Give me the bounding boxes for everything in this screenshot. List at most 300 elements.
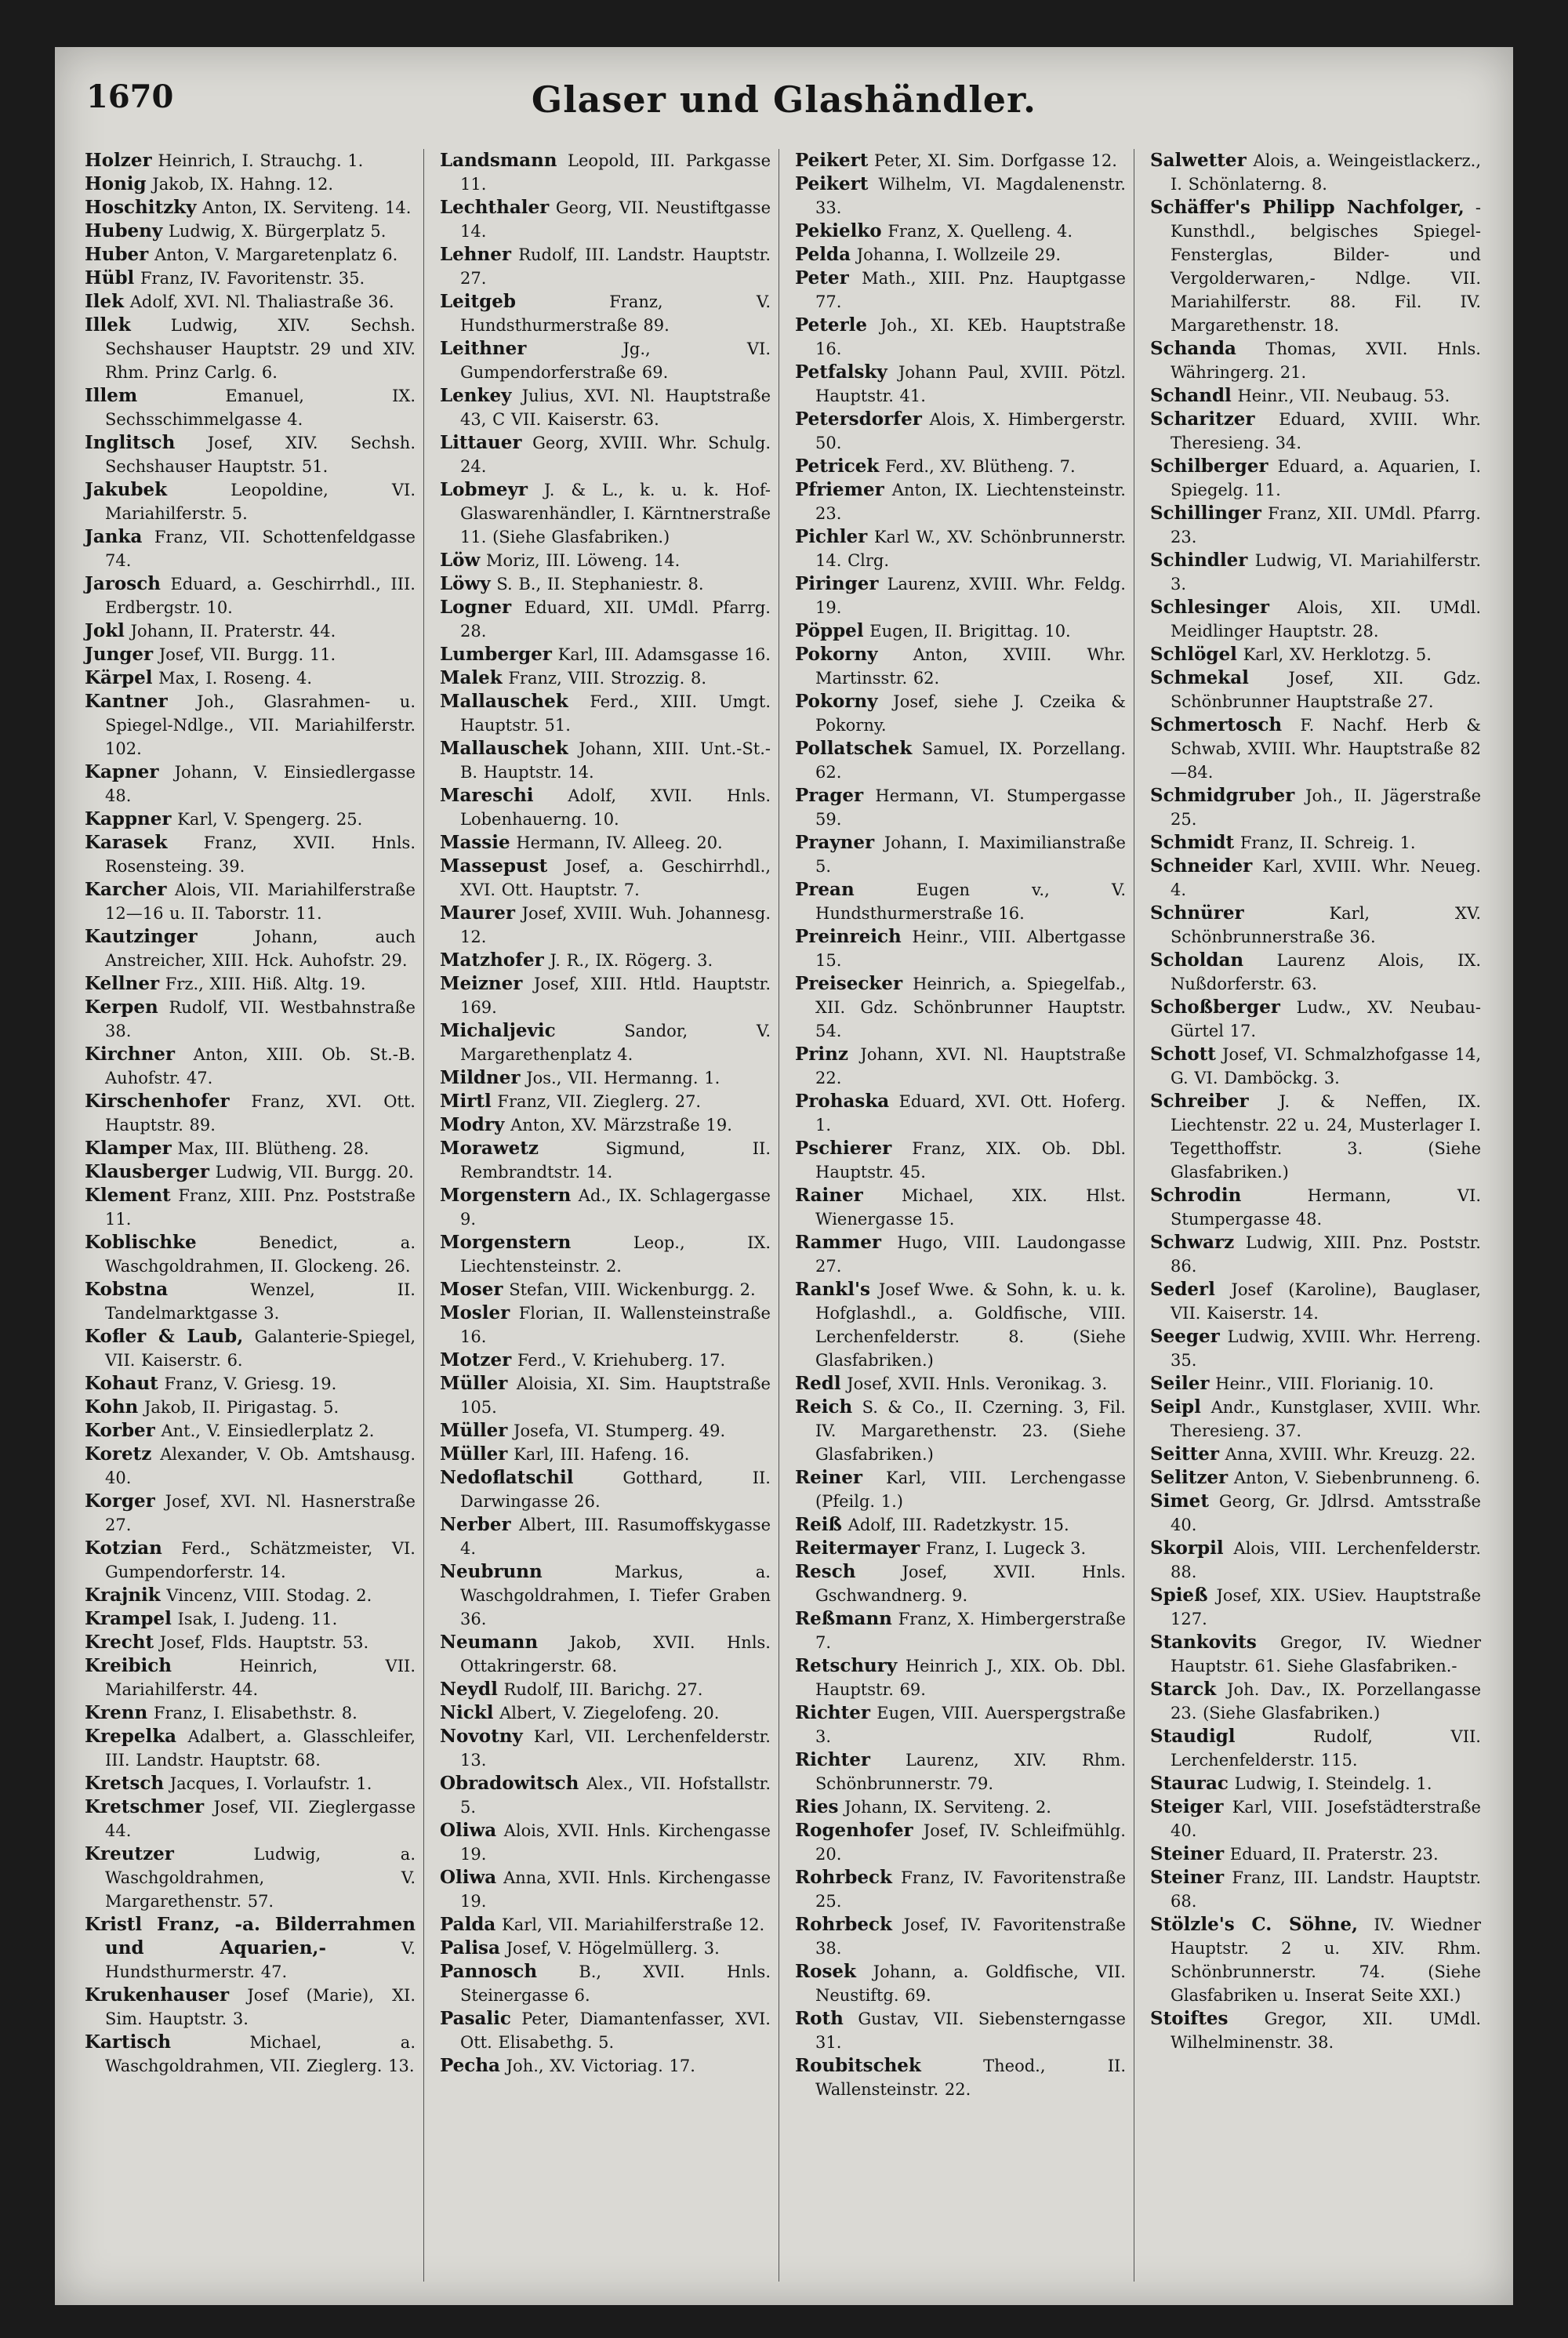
directory-entry [789, 1748, 1134, 1795]
directory-entry [434, 596, 779, 643]
entry-address: Moriz, III. Löweng. 14. [486, 551, 681, 570]
entry-name: Oliwa [440, 1867, 497, 1888]
directory-entry [434, 1443, 779, 1466]
entry-address: Alois, XII. UMdl. Meidlinger Hauptstr. 28. [1171, 598, 1481, 641]
entry-address: S. B., II. Stephaniestr. 8. [496, 575, 704, 594]
entry-address: Peter, XI. Sim. Dorfgasse 12. [874, 151, 1117, 170]
entry-address: Laurenz Alois, IX. Nußdorferstr. 63. [1171, 951, 1481, 993]
directory-entry [434, 2007, 779, 2054]
entry-address: Franz, IV. Favoritenstraße 25. [815, 1868, 1126, 1911]
entry-name: Kerpen [85, 997, 158, 1018]
directory-entry [78, 478, 423, 525]
entry-name: Rammer [795, 1232, 881, 1253]
directory-entry [434, 196, 779, 243]
entry-address: Karl, XV. Herklotzg. 5. [1243, 645, 1432, 664]
entry-name: Prinz [795, 1044, 848, 1065]
entry-name: Reßmann [795, 1608, 892, 1629]
entry-name: Selitzer [1150, 1467, 1229, 1488]
entry-address: Leopold, III. Parkgasse 11. [460, 151, 771, 194]
entry-name: Lumberger [440, 644, 552, 665]
entry-address: Rudolf, VII. Westbahnstraße 38. [105, 998, 416, 1040]
entry-address: Karl, VII. Mariahilferstraße 12. [502, 1915, 765, 1934]
entry-name: Klausberger [85, 1161, 209, 1182]
directory-entry [789, 643, 1134, 690]
entry-address: Josef, VII. Zieglergasse 44. [105, 1798, 416, 1840]
entry-name: Reiß [795, 1514, 842, 1535]
directory-entry [78, 1607, 423, 1631]
directory-entry [1144, 1372, 1489, 1396]
entry-name: Landsmann [440, 150, 557, 171]
entry-name: Neumann [440, 1632, 539, 1653]
entry-name: Schneider [1150, 855, 1253, 877]
entry-address: Eduard, XVIII. Whr. Theresieng. 34. [1171, 410, 1481, 452]
entry-name: Pichler [795, 526, 868, 547]
entry-name: Ries [795, 1796, 839, 1817]
directory-entry [789, 831, 1134, 878]
directory-entry [789, 1231, 1134, 1278]
entry-address: Johanna, I. Wollzeile 29. [856, 245, 1062, 264]
entry-address: Franz, XVI. Ott. Hauptstr. 89. [105, 1092, 416, 1135]
directory-entry [78, 290, 423, 314]
entry-name: Pannosch [440, 1961, 538, 1982]
entry-name: Hoschitzky [85, 197, 197, 218]
entry-name: Lechthaler [440, 197, 550, 218]
directory-entry [1144, 502, 1489, 549]
entry-address: Eugen, VIII. Auerspergstraße 3. [815, 1704, 1126, 1746]
entry-name: Lobmeyr [440, 479, 528, 500]
entry-name: Krecht [85, 1632, 154, 1653]
directory-entry [789, 1396, 1134, 1466]
entry-address: Franz, XIII. Pnz. Poststraße 11. [105, 1186, 416, 1229]
entry-address: Markus, a. Waschgoldrahmen, I. Tiefer Graben 36. [460, 1563, 771, 1628]
directory-entry [1144, 196, 1489, 337]
directory-entry [434, 1184, 779, 1231]
entry-address: Alexander, V. Ob. Amtshausg. 40. [105, 1445, 416, 1487]
entry-name: Kristl Franz, -a. Bilderrahmen und Aquarien,- [85, 1914, 416, 1959]
directory-entry [434, 1960, 779, 2007]
directory-columns [78, 149, 1497, 2282]
directory-entry [78, 431, 423, 478]
directory-entry [789, 784, 1134, 831]
directory-entry [78, 1490, 423, 1537]
entry-name: Leithner [440, 338, 527, 359]
entry-address: Ferd., V. Kriehuberg. 17. [517, 1351, 726, 1370]
entry-name: Kirchner [85, 1044, 176, 1065]
directory-entry [78, 972, 423, 996]
entry-address: Josef, XVII. Hnls. Gschwandnerg. 9. [815, 1563, 1126, 1605]
entry-name: Schlögel [1150, 644, 1237, 665]
directory-entry [434, 1278, 779, 1302]
directory-entry [434, 1772, 779, 1819]
directory-entry [78, 1584, 423, 1607]
entry-address: Rudolf, VII. Lerchenfelderstr. 115. [1171, 1727, 1481, 1770]
entry-address: Ludwig, XIII. Pnz. Poststr. 86. [1171, 1233, 1481, 1276]
entry-name: Morgenstern [440, 1185, 572, 1206]
entry-address: Adalbert, a. Glasschleifer, III. Landstr. Hauptstr. 68. [105, 1727, 416, 1770]
directory-entry [434, 784, 779, 831]
directory-entry [789, 455, 1134, 478]
entry-address: Thomas, XVII. Hnls. Währingerg. 21. [1171, 339, 1481, 382]
entry-address: Alois, VII. Mariahilferstraße 12—16 u. II. Taborstr. 11. [105, 880, 416, 923]
entry-name: Pöppel [795, 620, 864, 641]
entry-name: Obradowitsch [440, 1773, 579, 1794]
directory-entry [1144, 855, 1489, 902]
entry-name: Korber [85, 1420, 155, 1441]
entry-name: Retschury [795, 1655, 898, 1676]
entry-name: Stoiftes [1150, 2008, 1229, 2029]
entry-address: Gregor, IV. Wiedner Hauptstr. 61. Siehe Glasfabriken.- [1171, 1633, 1481, 1675]
entry-name: Massie [440, 832, 510, 853]
directory-entry [78, 1137, 423, 1160]
entry-name: Scharitzer [1150, 408, 1255, 430]
entry-name: Stölzle's C. Söhne, [1150, 1914, 1359, 1935]
entry-name: Logner [440, 597, 512, 618]
entry-address: Jacques, I. Vorlaufstr. 1. [169, 1774, 372, 1793]
entry-name: Jakubek [85, 479, 168, 500]
entry-name: Junger [85, 644, 154, 665]
entry-address: Jakob, XVII. Hnls. Ottakringerstr. 68. [460, 1633, 771, 1675]
directory-entry [78, 243, 423, 267]
directory-entry [434, 1113, 779, 1137]
page-header [55, 78, 1513, 141]
directory-entry [1144, 1795, 1489, 1842]
entry-address: Theod., II. Wallensteinstr. 22. [815, 2057, 1126, 2099]
directory-entry [434, 831, 779, 855]
directory-entry [434, 1560, 779, 1631]
entry-name: Roth [795, 2008, 844, 2029]
entry-name: Krajnik [85, 1585, 161, 1606]
entry-address: Wilhelm, VI. Magdalenenstr. 33. [815, 175, 1126, 217]
directory-entry [434, 1937, 779, 1960]
entry-address: Laurenz, XVIII. Whr. Feldg. 19. [815, 575, 1126, 617]
entry-address: Heinrich, a. Spiegelfab., XII. Gdz. Schönbrunner Hauptstr. 54. [815, 975, 1126, 1040]
entry-address: Franz, I. Lugeck 3. [925, 1539, 1087, 1558]
entry-name: Schillinger [1150, 503, 1261, 524]
entry-name: Neydl [440, 1679, 498, 1700]
entry-address: Karl W., XV. Schönbrunnerstr. 14. Clrg. [815, 528, 1126, 570]
entry-name: Kellner [85, 973, 160, 994]
entry-address: Vincenz, VIII. Stodag. 2. [166, 1586, 372, 1605]
entry-address: Johann, IX. Serviteng. 2. [844, 1798, 1051, 1817]
directory-entry [1144, 784, 1489, 831]
entry-address: Adolf, XVII. Hnls. Lobenhauerng. 10. [460, 786, 771, 829]
entry-address: Jakob, IX. Hahng. 12. [152, 175, 334, 194]
entry-address: Karl, III. Hafeng. 16. [514, 1445, 690, 1464]
entry-name: Steiger [1150, 1796, 1224, 1817]
entry-name: Staurac [1150, 1773, 1229, 1794]
directory-entry [78, 384, 423, 431]
directory-entry [78, 690, 423, 761]
entry-address: Ludwig, X. Bürgerplatz 5. [168, 222, 387, 241]
entry-address: Josef (Karoline), Bauglaser, VII. Kaiserstr. 14. [1171, 1280, 1481, 1323]
directory-entry [1144, 149, 1489, 196]
entry-address: Josef, XVIII. Wuh. Johannesg. 12. [460, 904, 771, 946]
entry-name: Kotzian [85, 1537, 162, 1559]
entry-name: Löwy [440, 573, 491, 594]
entry-name: Schlesinger [1150, 597, 1269, 618]
column-3 [789, 149, 1134, 2282]
entry-address: Leop., IX. Liechtensteinstr. 2. [460, 1233, 771, 1276]
entry-name: Rainer [795, 1185, 863, 1206]
directory-entry [434, 290, 779, 337]
entry-address: Heinrich J., XIX. Ob. Dbl. Hauptstr. 69. [815, 1657, 1126, 1699]
entry-name: Mildner [440, 1067, 521, 1088]
entry-address: Josefa, VI. Stumperg. 49. [514, 1421, 726, 1440]
entry-address: Eugen v., V. Hundsthurmerstraße 16. [815, 880, 1126, 923]
entry-name: Maurer [440, 902, 515, 924]
directory-entry [1144, 1466, 1489, 1490]
directory-entry [78, 1984, 423, 2031]
directory-entry [789, 220, 1134, 243]
directory-entry [78, 525, 423, 572]
entry-name: Peikert [795, 150, 869, 171]
entry-name: Pecha [440, 2055, 500, 2076]
directory-entry [1144, 1043, 1489, 1090]
entry-name: Morawetz [440, 1138, 539, 1159]
entry-name: Seipl [1150, 1396, 1201, 1418]
entry-address: Josef, IV. Favoritenstraße 38. [815, 1915, 1126, 1958]
directory-entry [1144, 1325, 1489, 1372]
entry-address: Franz, XII. UMdl. Pfarrg. 23. [1171, 504, 1481, 546]
entry-address: Anton, V. Margaretenplatz 6. [154, 245, 398, 264]
entry-name: Prayner [795, 832, 875, 853]
directory-entry [789, 1184, 1134, 1231]
directory-entry [1144, 643, 1489, 666]
directory-entry [434, 972, 779, 1019]
entry-name: Hübl [85, 267, 135, 289]
entry-address: Max, I. Roseng. 4. [158, 669, 313, 688]
entry-address: Emanuel, IX. Sechsschimmelgasse 4. [105, 387, 416, 429]
entry-name: Schandl [1150, 385, 1232, 406]
entry-name: Seeger [1150, 1326, 1220, 1347]
entry-name: Reiner [795, 1467, 862, 1488]
directory-entry [78, 1443, 423, 1490]
entry-name: Lehner [440, 244, 512, 265]
entry-name: Richter [795, 1702, 870, 1723]
entry-address: Adolf, XVI. Nl. Thaliastraße 36. [129, 292, 394, 311]
entry-name: Kappner [85, 808, 172, 830]
entry-name: Petersdorfer [795, 408, 922, 430]
entry-name: Schott [1150, 1044, 1216, 1065]
directory-entry [434, 549, 779, 572]
directory-entry [1144, 1396, 1489, 1443]
entry-name: Preinreich [795, 926, 902, 947]
entry-name: Karcher [85, 879, 167, 900]
entry-name: Inglitsch [85, 432, 176, 453]
entry-address: Rudolf, III. Barichg. 27. [503, 1680, 703, 1699]
entry-name: Jarosch [85, 573, 161, 594]
entry-address: Andr., Kunstglaser, XVIII. Whr. Theresieng. 37. [1171, 1398, 1481, 1440]
entry-address: Anton, XV. Märzstraße 19. [510, 1116, 732, 1135]
entry-address: Karl, V. Spengerg. 25. [177, 810, 363, 829]
entry-address: Gregor, XII. UMdl. Wilhelminenstr. 38. [1171, 2009, 1481, 2052]
directory-entry [434, 1349, 779, 1372]
entry-address: Karl, VIII. Josefstädterstraße 40. [1171, 1798, 1481, 1840]
directory-entry [789, 1913, 1134, 1960]
entry-address: Franz, VIII. Strozzig. 8. [508, 669, 707, 688]
entry-address: Franz, VII. Zieglerg. 27. [497, 1092, 702, 1111]
directory-entry [789, 1560, 1134, 1607]
entry-address: Frz., XIII. Hiß. Altg. 19. [165, 975, 366, 993]
entry-name: Illem [85, 385, 138, 406]
entry-name: Morgenstern [440, 1232, 572, 1253]
entry-address: Franz, IV. Favoritenstr. 35. [140, 269, 365, 288]
entry-name: Prean [795, 879, 855, 900]
directory-entry [434, 384, 779, 431]
entry-name: Petfalsky [795, 361, 887, 383]
entry-name: Seiler [1150, 1373, 1210, 1394]
entry-address: Josef, VI. Schmalzhofgasse 14, G. VI. Damböckg. 3. [1171, 1045, 1481, 1087]
directory-entry [78, 1725, 423, 1772]
entry-name: Müller [440, 1420, 508, 1441]
directory-entry [789, 1819, 1134, 1866]
directory-entry [434, 1372, 779, 1419]
entry-address: Ferd., Schätzmeister, VI. Gumpendorferstr. 14. [105, 1539, 416, 1581]
directory-entry [434, 1231, 779, 1278]
directory-entry [78, 1372, 423, 1396]
entry-name: Karasek [85, 832, 168, 853]
entry-address: F. Nachf. Herb & Schwab, XVIII. Whr. Hauptstraße 82—84. [1171, 716, 1481, 782]
directory-entry [1144, 384, 1489, 408]
directory-entry [1144, 1725, 1489, 1772]
entry-name: Kretsch [85, 1773, 165, 1794]
directory-entry [78, 220, 423, 243]
entry-address: Anton, IX. Serviteng. 14. [202, 198, 412, 217]
entry-address: IV. Wiedner Hauptstr. 2 u. XIV. Rhm. Schönbrunnerstr. 74. (Siehe Glasfabriken u. Inserat Seite XXI.) [1171, 1915, 1481, 2005]
entry-address: Heinr., VIII. Albertgasse 15. [815, 928, 1126, 970]
entry-name: Lenkey [440, 385, 512, 406]
directory-entry [434, 949, 779, 972]
entry-address: Franz, XVII. Hnls. Rosensteing. 39. [105, 833, 416, 876]
directory-entry [1144, 1842, 1489, 1866]
entry-address: Georg, Gr. Jdlrsd. Amtsstraße 40. [1171, 1492, 1481, 1534]
entry-address: Anton, IX. Liechtensteinstr. 23. [815, 481, 1126, 523]
entry-name: Kreibich [85, 1655, 172, 1676]
entry-address: S. & Co., II. Czerning. 3, Fil. IV. Margarethenstr. 23. (Siehe Glasfabriken.) [815, 1398, 1126, 1464]
entry-name: Krenn [85, 1702, 148, 1723]
entry-address: Josef Wwe. & Sohn, k. u. k. Hofglashdl., a. Goldfische, VIII. Lerchenfelderstr. 8. (Siehe Glasfabriken.) [815, 1280, 1127, 1370]
entry-name: Koretz [85, 1443, 152, 1465]
entry-name: Rosek [795, 1961, 856, 1982]
entry-address: Eduard, II. Praterstr. 23. [1229, 1845, 1439, 1864]
entry-name: Pschierer [795, 1138, 892, 1159]
entry-address: Samuel, IX. Porzellang. 62. [815, 739, 1126, 782]
entry-address: Anna, XVII. Hnls. Kirchengasse 19. [460, 1868, 771, 1911]
entry-name: Steiner [1150, 1843, 1225, 1864]
directory-entry [1144, 902, 1489, 949]
entry-name: Mallauschek [440, 691, 568, 712]
directory-entry [78, 1842, 423, 1913]
entry-name: Nedoflatschil [440, 1467, 574, 1488]
entry-name: Roubitschek [795, 2055, 921, 2076]
entry-address: Ludwig, a. Waschgoldrahmen, V. Margarethenstr. 57. [105, 1845, 416, 1911]
entry-name: Kantner [85, 691, 168, 712]
directory-entry [789, 1795, 1134, 1819]
entry-name: Schindler [1150, 550, 1248, 571]
entry-address: Stefan, VIII. Wickenburgg. 2. [509, 1280, 756, 1299]
directory-entry [434, 690, 779, 737]
directory-entry [789, 690, 1134, 737]
entry-name: Oliwa [440, 1820, 497, 1841]
entry-name: Kreutzer [85, 1843, 174, 1864]
entry-address: Josef, siehe J. Czeika & Pokorny. [815, 692, 1126, 735]
directory-entry [789, 172, 1134, 220]
entry-address: Johann, I. Maximilianstraße 5. [815, 833, 1126, 876]
entry-name: Neubrunn [440, 1561, 543, 1582]
directory-entry [78, 1160, 423, 1184]
entry-address: Karl, VII. Lerchenfelderstr. 13. [460, 1727, 771, 1770]
directory-entry [78, 267, 423, 290]
directory-entry [78, 996, 423, 1043]
directory-entry [434, 1090, 779, 1113]
entry-address: V. Hundsthurmerstr. 47. [105, 1939, 416, 1981]
directory-entry [1144, 549, 1489, 596]
directory-entry [78, 666, 423, 690]
entry-address: Aloisia, XI. Sim. Hauptstraße 105. [460, 1374, 771, 1417]
entry-name: Krampel [85, 1608, 172, 1629]
directory-entry [789, 1137, 1134, 1184]
entry-address: Hermann, VI. Stumpergasse 48. [1171, 1186, 1481, 1229]
entry-name: Schrodin [1150, 1185, 1242, 1206]
entry-name: Reitermayer [795, 1537, 920, 1559]
directory-entry [78, 808, 423, 831]
entry-name: Peikert [795, 173, 869, 194]
entry-name: Piringer [795, 573, 879, 594]
directory-entry [1144, 713, 1489, 784]
entry-name: Schäffer's Philipp Nachfolger, [1150, 197, 1465, 218]
directory-entry [434, 1137, 779, 1184]
entry-name: Pollatschek [795, 738, 913, 759]
entry-name: Malek [440, 667, 503, 688]
directory-entry [789, 243, 1134, 267]
entry-name: Steiner [1150, 1867, 1225, 1888]
entry-name: Rohrbeck [795, 1914, 892, 1935]
entry-address: Sigmund, II. Rembrandtstr. 14. [460, 1139, 771, 1182]
directory-entry [78, 1043, 423, 1090]
entry-address: Ludwig, VII. Burgg. 20. [215, 1163, 414, 1182]
entry-address: Georg, VII. Neustiftgasse 14. [460, 198, 771, 241]
entry-name: Mareschi [440, 785, 534, 806]
directory-entry [789, 619, 1134, 643]
entry-name: Scholdan [1150, 949, 1244, 971]
entry-name: Mosler [440, 1302, 510, 1323]
directory-entry [789, 525, 1134, 572]
entry-address: Rudolf, III. Landstr. Hauptstr. 27. [460, 245, 771, 288]
entry-address: Gotthard, II. Darwingasse 26. [460, 1469, 771, 1511]
entry-address: Galanterie-Spiegel, VII. Kaiserstr. 6. [105, 1327, 416, 1370]
entry-address: Karl, III. Adamsgasse 16. [557, 645, 771, 664]
entry-name: Petricek [795, 456, 880, 477]
directory-entry [78, 878, 423, 925]
directory-entry [78, 761, 423, 808]
directory-entry [78, 1419, 423, 1443]
directory-entry [78, 2031, 423, 2078]
directory-entry [434, 855, 779, 902]
entry-address: Franz, II. Schreig. 1. [1240, 833, 1416, 852]
entry-address: Josef, VII. Burgg. 11. [158, 645, 336, 664]
entry-address: Franz, XIX. Ob. Dbl. Hauptstr. 45. [815, 1139, 1126, 1182]
entry-address: Ludwig, VI. Mariahilferstr. 3. [1171, 551, 1481, 594]
entry-address: Heinrich, I. Strauchg. 1. [158, 151, 364, 170]
entry-name: Kartisch [85, 2031, 172, 2053]
directory-entry [1144, 455, 1489, 502]
entry-name: Kärpel [85, 667, 153, 688]
entry-name: Pelda [795, 244, 851, 265]
entry-address: Josef, a. Geschirrhdl., XVI. Ott. Hauptstr. 7. [460, 857, 771, 899]
directory-entry [78, 1278, 423, 1325]
entry-name: Schreiber [1150, 1091, 1249, 1112]
entry-name: Illek [85, 314, 131, 336]
